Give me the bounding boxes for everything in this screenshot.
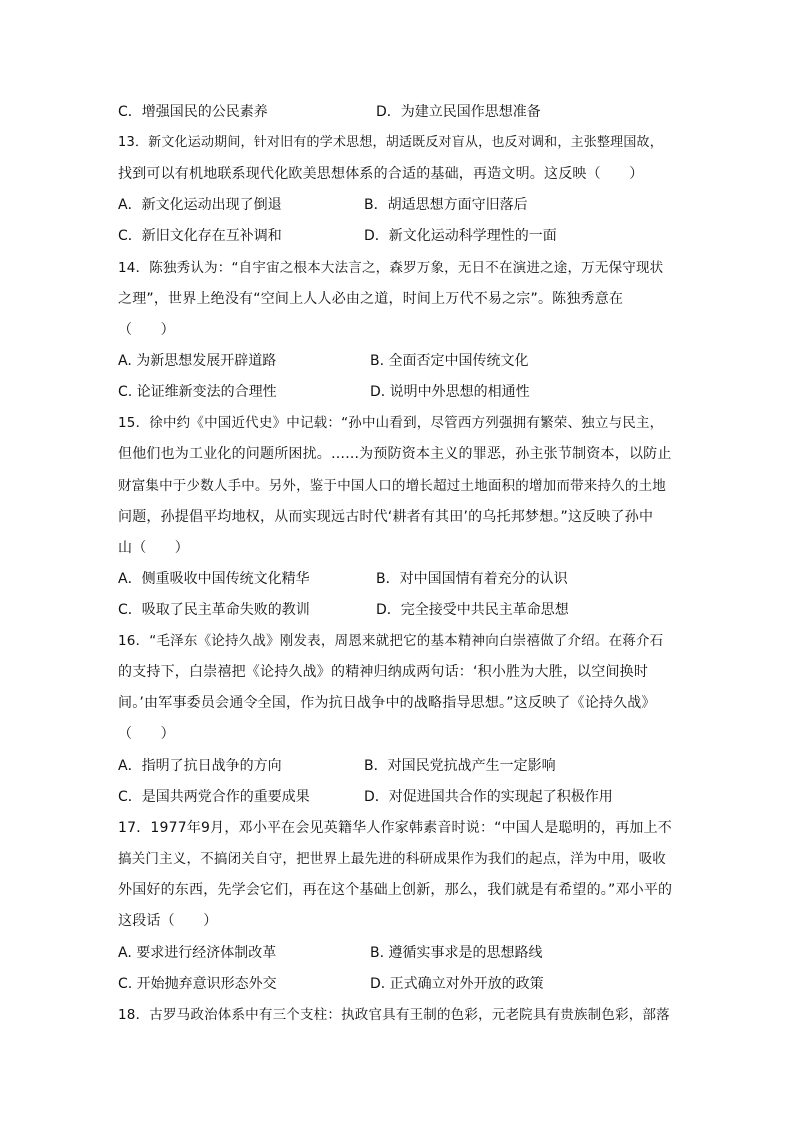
option-row (118, 600, 678, 620)
question-17-text: 外国好的东西，先学会它们，再在这个基础上创新，那么，我们就是有希望的。”邓小平的 (118, 882, 673, 898)
option-row (118, 382, 678, 402)
question-16-text: 间。’由军事委员会通令全国，作为抗日战争中的战略指导思想。”这反映了《论持久战》 (118, 695, 656, 711)
option-d: D．为建立民国作思想准备 (376, 104, 541, 120)
question-14-text: （ ） (118, 322, 175, 338)
option-row (118, 787, 678, 807)
option-row (118, 569, 678, 589)
option-row (118, 102, 678, 122)
question-17-text: 这段话（ ） (118, 913, 218, 929)
option-c: C．吸取了民主革命失败的教训 (118, 602, 310, 618)
option-b: B. 遵循实事求是的思想路线 (370, 945, 543, 961)
option-d: D. 说明中外思想的相通性 (370, 384, 530, 400)
option-c: C．新旧文化存在互补调和 (118, 228, 282, 244)
question-16-text: （ ） (118, 726, 175, 742)
option-a: A．侧重吸收中国传统文化精华 (118, 571, 310, 587)
question-13-text: 13．新文化运动期间，针对旧有的学术思想，胡适既反对盲从，也反对调和，主张整理国故， (118, 135, 663, 150)
option-row (118, 226, 678, 246)
option-row (118, 756, 678, 776)
question-17-text: 搞关门主义，不搞闭关自守，把世界上最先进的科研成果作为我们的起点，洋为中用，吸收 (118, 851, 666, 867)
option-b: B．对中国国情有着充分的认识 (376, 571, 568, 587)
question-15-text: 山（ ） (118, 540, 189, 556)
question-17-text: 17．1977年9月，邓小平在会见英籍华人作家韩素音时说：“中国人是聪明的，再加上不 (118, 820, 673, 836)
option-row (118, 195, 678, 215)
option-d: D．完全接受中共民主革命思想 (376, 602, 569, 618)
question-15-text: 财富集中于少数人手中。另外，鉴于中国人口的增长超过土地面积的增加而带来持久的土地 (118, 478, 666, 494)
question-16-text: 16．“毛泽东《论持久战》刚发表，周恩来就把它的基本精神向白崇禧做了介绍。在蒋介石 (118, 633, 664, 649)
option-d: D．对促进国共合作的实现起了积极作用 (364, 789, 613, 805)
option-c: C．增强国民的公民素养 (118, 104, 268, 120)
question-13-text: 找到可以有机地联系现代化欧美思想体系的合适的基础，再造文明。这反映（ ） (118, 166, 644, 182)
question-15-text: 15．徐中约《中国近代史》中记载：“孙中山看到，尽管西方列强拥有繁荣、独立与民主， (118, 415, 664, 431)
question-15-text: 问题，孙提倡平均地权，从而实现远古时代‘耕者有其田’的乌托邦梦想。”这反映了孙中 (118, 509, 654, 525)
question-16-text: 的支持下，白崇禧把《论持久战》的精神归纳成两句话：‘积小胜为大胜，以空间换时 (118, 664, 649, 680)
option-row (118, 974, 678, 994)
option-c: C. 开始抛弃意识形态外交 (118, 976, 277, 992)
option-d: D．新文化运动科学理性的一面 (364, 228, 557, 244)
question-14-text: 之理”，世界上绝没有“空间上人人必由之道，时间上万代不易之宗”。陈独秀意在 (118, 291, 624, 307)
option-a: A. 要求进行经济体制改革 (118, 945, 277, 961)
option-b: B．对国民党抗战产生一定影响 (364, 758, 556, 774)
option-b: B. 全面否定中国传统文化 (370, 353, 529, 369)
question-15-text: 但他们也为工业化的问题所困扰。…...为预防资本主义的罪恶，孙主张节制资本，以防止 (118, 446, 672, 462)
option-c: C．是国共两党合作的重要成果 (118, 789, 310, 805)
option-a: A．指明了抗日战争的方向 (118, 758, 282, 774)
option-b: B．胡适思想方面守旧落后 (364, 197, 528, 213)
option-a: A．新文化运动出现了倒退 (118, 197, 282, 213)
option-row (118, 943, 678, 963)
question-14-text: 14．陈独秀认为：“自宇宙之根本大法言之，森罗万象，无日不在演进之途，万无保守现状 (118, 260, 664, 276)
question-18-text: 18．古罗马政治体系中有三个支柱：执政官具有王制的色彩，元老院具有贵族制色彩，部落 (118, 1007, 670, 1023)
option-d: D. 正式确立对外开放的政策 (370, 976, 544, 992)
option-a: A. 为新思想发展开辟道路 (118, 353, 277, 369)
option-c: C. 论证维新变法的合理性 (118, 384, 277, 400)
option-row (118, 351, 678, 371)
